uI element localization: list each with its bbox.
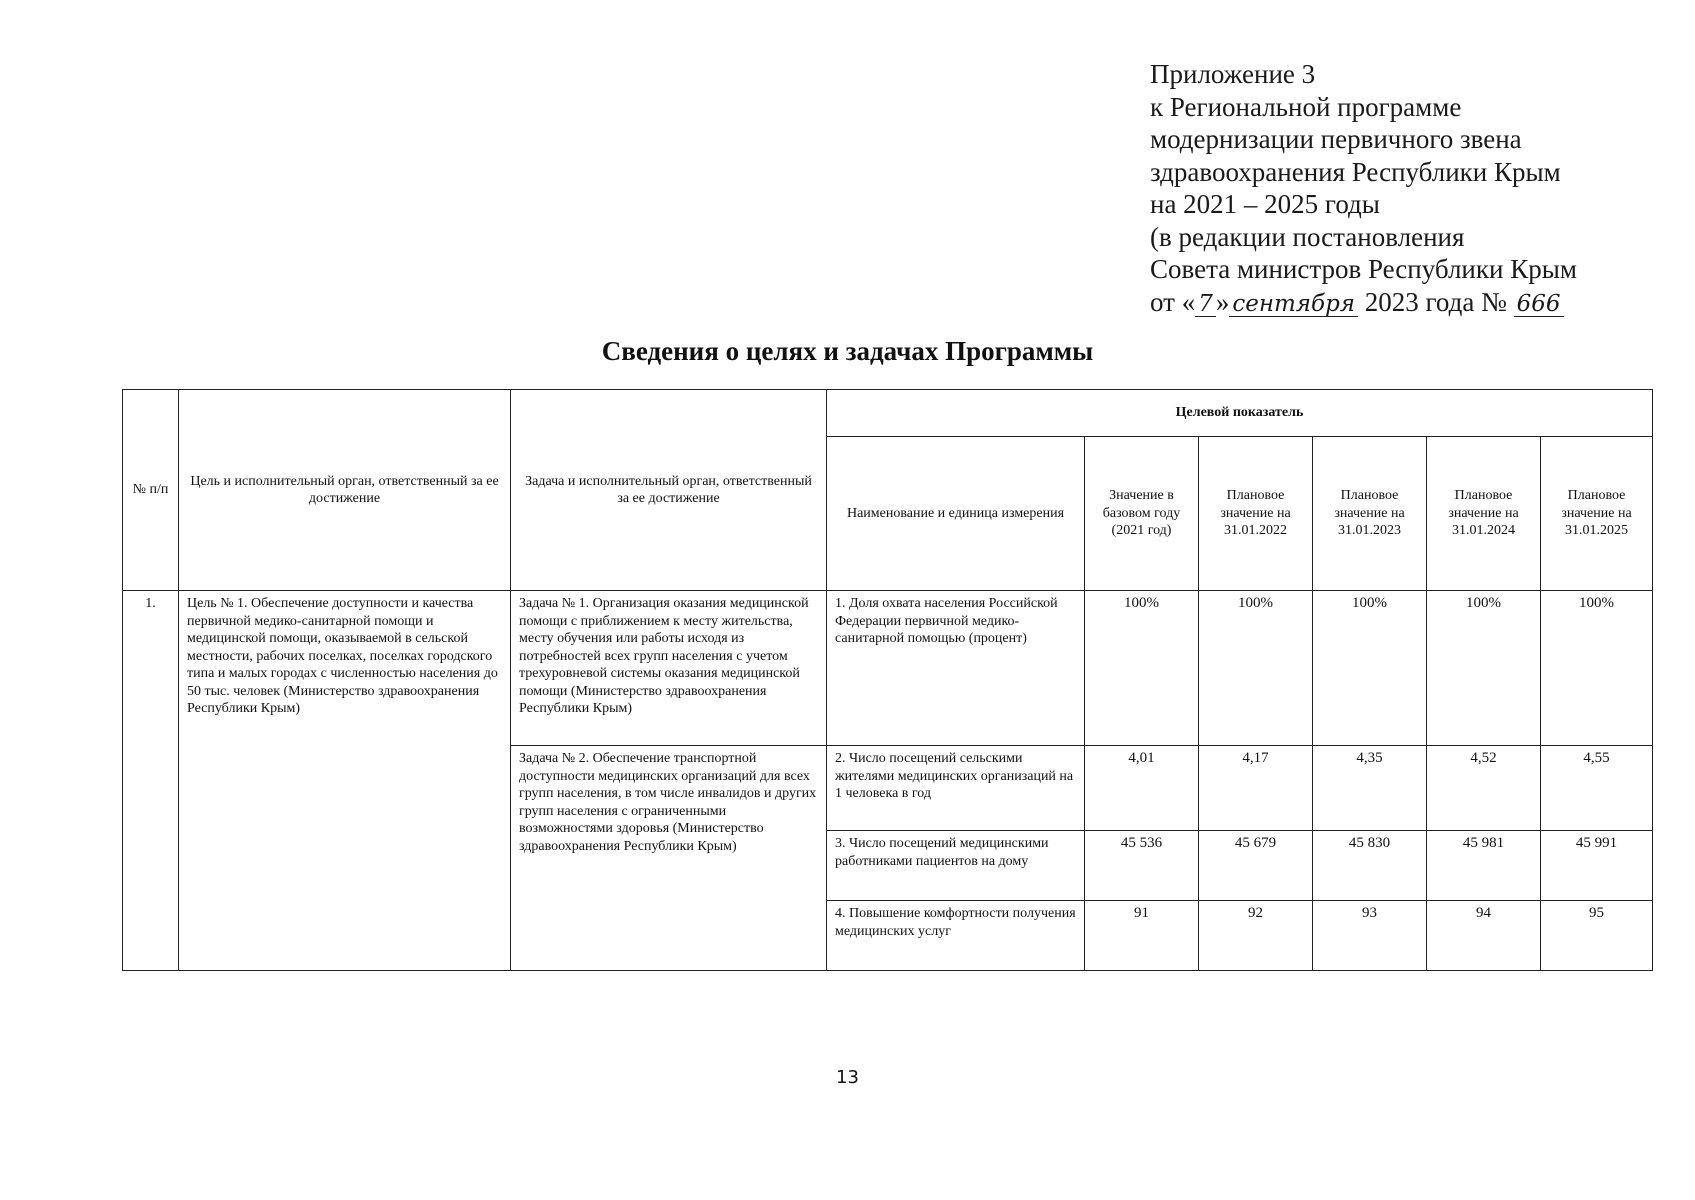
header-target-indicator: Целевой показатель [827,390,1653,437]
handwritten-decree-number: 666 [1514,292,1564,317]
attachment-line: модернизации первичного звена [1150,124,1522,154]
header-indicator-name: Наименование и единица измерения [827,437,1085,591]
indicator-value: 100% [1199,591,1313,746]
header-plan-2024: Плановое значение на 31.01.2024 [1427,437,1541,591]
indicator-name: 3. Число посещений медицинскими работниками пациентов на дому [827,831,1085,901]
attachment-line: на 2021 – 2025 годы [1150,189,1380,219]
goal-cell: Цель № 1. Обеспечение доступности и качества первичной медико-санитарной помощи и медицинской помощи, оказываемой в сельской местности, рабочих поселках, поселках городского типа и малых городах с численностью населения до 50 тыс. человек (Министерство здравоохранения Республики Крым) [179,591,511,971]
handwritten-day: 7 [1195,292,1216,317]
indicator-value: 93 [1313,901,1427,971]
header-base-value: Значение в базовом году (2021 год) [1085,437,1199,591]
indicator-value: 4,52 [1427,746,1541,831]
indicator-value: 45 830 [1313,831,1427,901]
goals-table [122,389,1653,971]
indicator-value: 100% [1541,591,1653,746]
date-prefix: от « [1150,286,1196,317]
header-task: Задача и исполнительный орган, ответственный за ее достижение [511,390,827,591]
indicator-value: 45 536 [1085,831,1199,901]
attachment-block [1150,58,1670,318]
indicator-name: 1. Доля охвата населения Российской Федерации первичной медико-санитарной помощью (процент) [827,591,1085,746]
indicator-value: 100% [1427,591,1541,746]
indicator-value: 45 991 [1541,831,1653,901]
header-num: № п/п [123,390,179,591]
indicator-value: 45 679 [1199,831,1313,901]
attachment-line: здравоохранения Республики Крым [1150,156,1561,187]
date-quote-close: » [1215,286,1230,317]
indicator-value: 4,55 [1541,746,1653,831]
header-plan-2025: Плановое значение на 31.01.2025 [1541,437,1653,591]
indicator-name: 4. Повышение комфортности получения медицинских услуг [827,901,1085,971]
row-number: 1. [123,591,179,971]
attachment-line: Совета министров Республики Крым [1150,254,1577,284]
indicator-value: 100% [1313,591,1427,746]
decree-date-line [1150,286,1670,319]
decree-year-text: 2023 года № [1364,286,1507,317]
indicator-name: 2. Число посещений сельскими жителями медицинских организаций на 1 человека в год [827,746,1085,831]
indicator-value: 95 [1541,901,1653,971]
page-number: 13 [836,1067,859,1088]
indicator-value: 4,35 [1313,746,1427,831]
document-title: Сведения о целях и задачах Программы [601,336,1094,366]
indicator-value: 4,17 [1199,746,1313,831]
task-2-cell: Задача № 2. Обеспечение транспортной доступности медицинских организаций для всех групп населения, в том числе инвалидов и других групп населения с ограниченными возможностями здоровья (Министерство здравоохранения Республики Крым) [511,746,827,971]
header-plan-2023: Плановое значение на 31.01.2023 [1313,437,1427,591]
indicator-value: 100% [1085,591,1199,746]
indicator-value: 4,01 [1085,746,1199,831]
indicator-value: 45 981 [1427,831,1541,901]
table-row [123,591,1653,746]
attachment-line: к Региональной программе [1150,91,1462,122]
header-goal: Цель и исполнительный орган, ответственный за ее достижение [179,390,511,591]
indicator-value: 92 [1199,901,1313,971]
table-header-row [123,390,1653,437]
attachment-line: Приложение 3 [1150,59,1316,89]
task-1-cell: Задача № 1. Организация оказания медицинской помощи с приближением к месту жительства, месту обучения или работы исходя из потребностей всех групп населения с учетом трехуровневой системы оказания медицинской помощи (Министерство здравоохранения Республики Крым) [511,591,827,746]
handwritten-month: сентября [1229,292,1358,317]
header-plan-2022: Плановое значение на 31.01.2022 [1199,437,1313,591]
attachment-line: (в редакции постановления [1150,221,1465,252]
indicator-value: 91 [1085,901,1199,971]
indicator-value: 94 [1427,901,1541,971]
